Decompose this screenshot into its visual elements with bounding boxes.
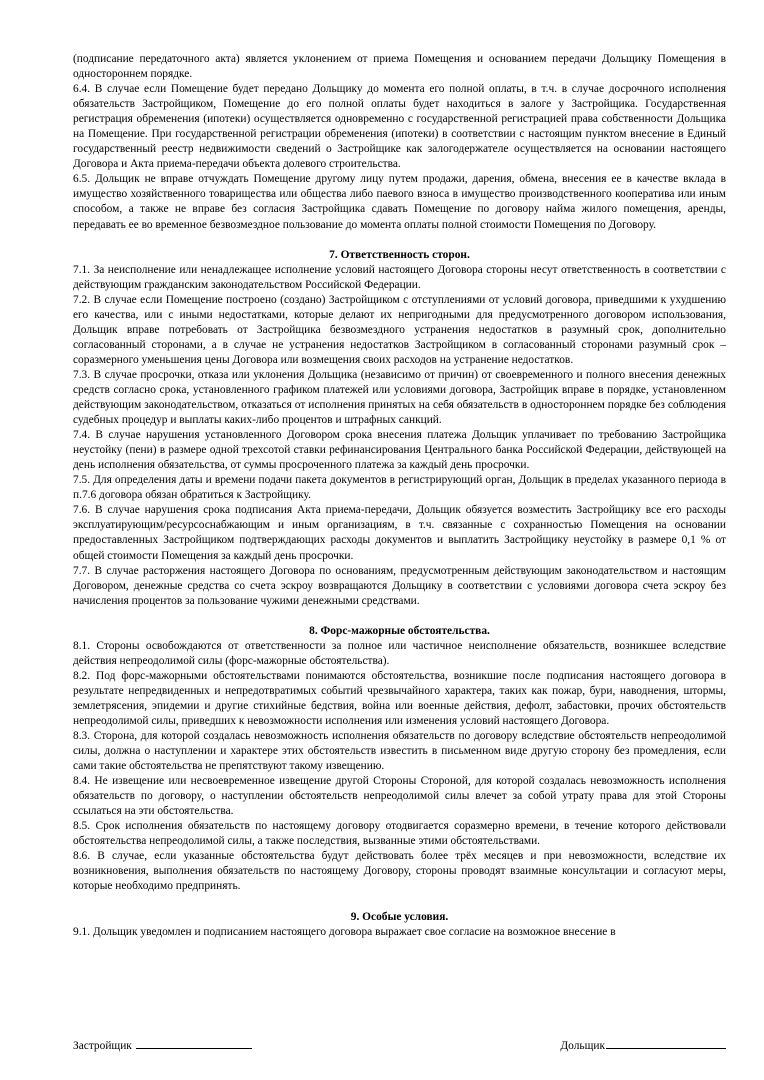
section-7-heading: 7. Ответственность сторон. xyxy=(329,248,470,261)
shareholder-signature xyxy=(560,1037,726,1054)
developer-signature-line xyxy=(136,1037,252,1049)
developer-signature xyxy=(73,1037,252,1054)
paragraph-8-3: 8.3. Сторона, для которой создалась невозможность исполнения обязательств по договору вследствие обстоятельств непреодолимой силы, должна о наступлении и характере этих обстоятельств известить в письменном виде другую сторону без промедления, если сами такие обстоятельства не препятствуют такому извещению. xyxy=(73,730,726,773)
shareholder-label: Дольщик xyxy=(560,1040,605,1052)
section-8-heading: 8. Форс-мажорные обстоятельства. xyxy=(309,624,490,637)
paragraph-7-7: 7.7. В случае расторжения настоящего Договора по основаниям, предусмотренным действующим законодательством и настоящим Договором, денежные средства со счета эскроу возвращаются Дольщику в соответствии с условиями договора счета эскроу без начисления процентов за пользование чужими денежными средствами. xyxy=(73,564,726,607)
paragraph-7-3: 7.3. В случае просрочки, отказа или уклонения Дольщика (независимо от причин) от своевременного и полного внесения денежных средств согласно срока, установленного графиком платежей или условиями договора, Застройщик вправе в порядке, установленном действующим законодательством, отказаться от исполнения принятых на себя обязательств в одностороннем порядке без соблюдения судебных процедур и выплаты каких-либо процентов и штрафных санкций. xyxy=(73,368,726,427)
paragraph-8-5: 8.5. Срок исполнения обязательств по настоящему договору отодвигается соразмерно времени, в течение которого действовали обстоятельства непреодолимой силы, а также последствия, вызванные этими обстоятельствами. xyxy=(73,820,726,848)
paragraph-7-6: 7.6. В случае нарушения срока подписания Акта приема-передачи, Дольщик обязуется возместить Застройщику все его расходы эксплуатирующим/ресурсоснабжающим и иным организациям, в т.ч. связанные с сохранностью Помещения на основании предоставленных Застройщиком подтверждающих расходы документов и выплатить Застройщику неустойку в размере 0,1 % от общей стоимости Помещения за каждый день просрочки. xyxy=(73,504,726,562)
paragraph-6-4: 6.4. В случае если Помещение будет передано Дольщику до момента его полной оплаты, в т.ч. в случае досрочного исполнения обязательств Застройщиком, Помещение до его полной оплаты будет находиться в залоге у Застройщика. Государственная регистрация обременения (ипотеки) осуществляется одновременно с государственной регистрацией права собственности Дольщика на Помещение. При государственной регистрации обременения (ипотеки) в соответствии с настоящим пунктом внесение в Единый государственный реестр недвижимости сведений о Застройщике как залогодержателе осуществляется на основании настоящего Договора и Акта приема-передачи объекта долевого строительства. xyxy=(73,83,726,171)
paragraph-8-1: 8.1. Стороны освобождаются от ответственности за полное или частичное неисполнение обязательств, возникшее вследствие действия непреодолимой силы (форс-мажорные обстоятельства). xyxy=(73,639,726,667)
paragraph-7-4: 7.4. В случае нарушения установленного Договором срока внесения платежа Дольщик уплачивает по требованию Застройщика неустойку (пени) в размере одной трехсотой ставки рефинансирования Центрального банка Российской Федерации, действующей на день исполнения обязательства, от суммы просроченного платежа за каждый день просрочки. xyxy=(73,429,726,472)
paragraph-8-6: 8.6. В случае, если указанные обстоятельства будут действовать более трёх месяцев и при невозможности, вследствие их возникновения, выполнения обязательств по настоящему Договору, стороны проводят взаимные консультации и согласуют меры, которые необходимо предпринять. xyxy=(73,850,726,893)
paragraph-8-4: 8.4. Не извещение или несвоевременное извещение другой Стороны Стороной, для которой создалась невозможность исполнения обязательств по договору, о наступлении обстоятельств непреодолимой силы влечет за собой утрату права для этой Стороны ссылаться на эти обстоятельства. xyxy=(73,775,726,818)
paragraph-9-1: 9.1. Дольщик уведомлен и подписанием настоящего договора выражает свое согласие на возможное внесение в xyxy=(73,925,616,938)
shareholder-signature-line xyxy=(606,1037,726,1049)
paragraph-6-3-continuation: (подписание передаточного акта) является уклонением от приема Помещения и основанием передачи Дольщику Помещения в одностороннем порядке. xyxy=(73,53,726,81)
paragraph-6-5: 6.5. Дольщик не вправе отчуждать Помещение другому лицу путем продажи, дарения, обмена, внесения ее в качестве вклада в имущество хозяйственного товарищества или общества либо паевого взноса в имущество производственного кооператива или иным способом, а также не вправе без согласия Застройщика сдавать Помещение по договору найма жилого помещения, аренды, передавать ее во временное безвозмездное пользование до момента оплаты полной стоимости Помещения по Договору. xyxy=(73,173,726,231)
paragraph-7-1: 7.1. За неисполнение или ненадлежащее исполнение условий настоящего Договора стороны несут ответственность в соответствии с действующим гражданским законодательством Российской Федерации. xyxy=(73,263,726,291)
document-body xyxy=(73,52,726,940)
developer-label: Застройщик xyxy=(73,1040,132,1052)
paragraph-8-2: 8.2. Под форс-мажорными обстоятельствами понимаются обстоятельства, возникшие после подписания настоящего договора в результате непредвиденных и непредотвратимых событий чрезвычайного характера, таких как пожар, бури, наводнения, штормы, землетрясения, эпидемии и другие стихийные бедствия, война или военные действия, дефолт, забастовки, прочих обстоятельств непреодолимой силы, приведших к невозможности исполнения или изменения условий настоящего Договора. xyxy=(73,669,726,727)
paragraph-7-5: 7.5. Для определения даты и времени подачи пакета документов в регистрирующий орган, Дольщик в пределах указанного периода в п.7.6 договора обязан обратиться к Застройщику. xyxy=(73,474,726,502)
section-9-heading: 9. Особые условия. xyxy=(350,910,449,923)
paragraph-7-2: 7.2. В случае если Помещение построено (создано) Застройщиком с отступлениями от условий договора, приведшими к ухудшению его качества, или с иными недостатками, которые делают их непригодными для предусмотренного договором использования, Дольщик вправе потребовать от Застройщика безвозмездного устранения недостатков в разумный срок, дополнительно согласованный сторонами, а в случае не устранения недостатков Застройщиком в согласованный сторонами разумный срок – соразмерного уменьшения цены Договора или возмещения своих расходов на устранение недостатков. xyxy=(73,293,726,366)
